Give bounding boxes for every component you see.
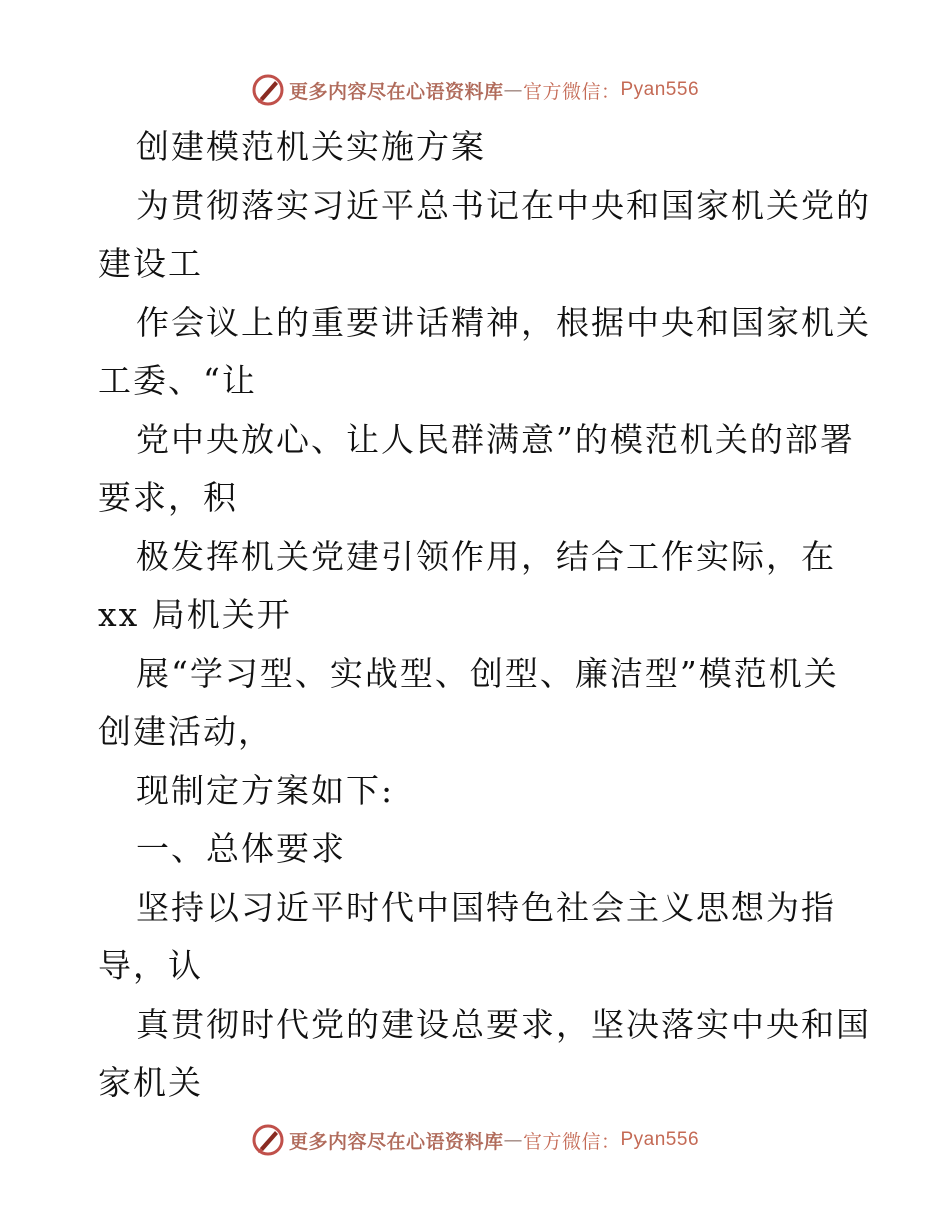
text-line: 作会议上的重要讲话精神，根据中央和国家机关 <box>136 302 871 342</box>
text-line: 创建活动， <box>98 712 273 751</box>
watermark-separator: — <box>503 79 523 101</box>
footer-watermark <box>0 1120 950 1160</box>
text-line: 极发挥机关党建引领作用，结合工作实际，在 <box>136 536 836 576</box>
watermark-lead-text: 更多内容尽在心语资料库 <box>288 80 504 103</box>
watermark-wechat-id: Pyan556 <box>620 1129 700 1150</box>
text-line: 要求，积 <box>98 478 238 517</box>
header-watermark <box>0 70 950 110</box>
watermark-lead-text: 更多内容尽在心语资料库 <box>288 1130 504 1153</box>
text-line: 党中央放心、让人民群满意”的模范机关的部署 <box>136 419 855 459</box>
text-line: 工委、“让 <box>98 361 257 400</box>
watermark-separator: — <box>503 1129 523 1151</box>
text-line: 坚持以习近平时代中国特色社会主义思想为指 <box>136 887 836 927</box>
text-line: 展“学习型、实战型、创型、廉洁型”模范机关 <box>136 653 839 693</box>
document-body <box>98 118 871 1113</box>
text-line: 现制定方案如下: <box>136 770 395 810</box>
watermark-wechat-id: Pyan556 <box>620 79 700 100</box>
text-line: xx 局机关开 <box>98 595 292 634</box>
pen-logo-icon <box>251 73 285 107</box>
text-line: 家机关 <box>98 1063 203 1102</box>
document-title: 创建模范机关实施方案 <box>136 127 486 166</box>
watermark-tail-text: 官方微信： <box>522 80 621 103</box>
text-line: 导，认 <box>98 946 203 985</box>
text-line: 为贯彻落实习近平总书记在中央和国家机关党的 <box>136 185 871 225</box>
section-heading: 一、总体要求 <box>136 829 346 868</box>
pen-logo-icon <box>251 1123 285 1157</box>
watermark-tail-text: 官方微信： <box>522 1130 621 1153</box>
text-line: 建设工 <box>98 244 203 283</box>
text-line: 真贯彻时代党的建设总要求，坚决落实中央和国 <box>136 1004 871 1044</box>
